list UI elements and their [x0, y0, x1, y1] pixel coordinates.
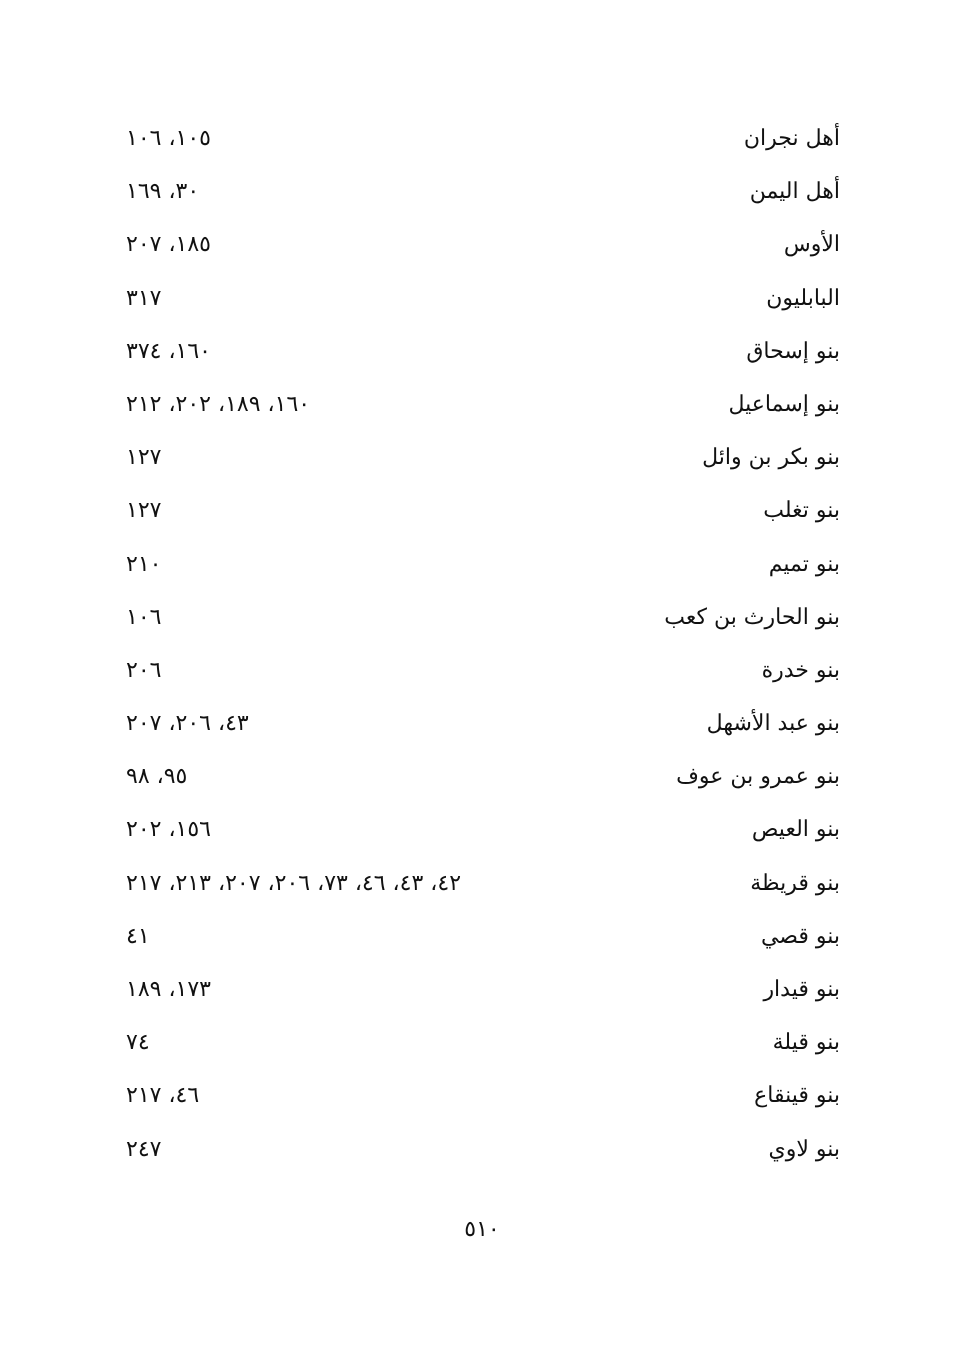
entry-pages: ٤١ — [126, 923, 150, 949]
entry-pages: ١٦٠، ٣٧٤ — [126, 338, 211, 364]
page-number: ٥١٠ — [464, 1217, 500, 1242]
entry-name: البابليون — [766, 285, 840, 311]
entry-pages: ١٠٦ — [126, 604, 162, 630]
entry-name: بنو إسحاق — [746, 338, 840, 364]
index-entry — [120, 219, 840, 272]
entry-pages: ١٨٥، ٢٠٧ — [126, 232, 211, 258]
index-entry — [120, 166, 840, 219]
index-entry — [120, 326, 840, 379]
entry-pages: ١٥٦، ٢٠٢ — [126, 817, 211, 843]
entry-pages: ٩٥، ٩٨ — [126, 764, 188, 790]
index-entry — [120, 432, 840, 485]
entry-name: بنو تميم — [768, 551, 840, 577]
entry-name: بنو قريظة — [750, 870, 840, 896]
entry-pages: ٣٠، ١٦٩ — [126, 179, 200, 205]
entry-name: أهل اليمن — [749, 179, 840, 205]
index-entry — [120, 858, 840, 911]
entry-pages: ١٠٥، ١٠٦ — [126, 126, 211, 151]
index-entry — [120, 113, 840, 166]
entry-pages: ٤٢، ٤٣، ٤٦، ٧٣، ٢٠٦، ٢٠٧، ٢١٣، ٢١٧ — [126, 870, 462, 896]
entry-name: بنو تغلب — [763, 498, 840, 524]
index-entry — [120, 273, 840, 326]
index-entry — [120, 964, 840, 1017]
index-list — [120, 113, 840, 1177]
index-entry — [120, 539, 840, 592]
index-entry — [120, 485, 840, 538]
entry-pages: ٢٠٦ — [126, 657, 162, 683]
entry-name: أهل نجران — [743, 126, 840, 151]
index-entry — [120, 698, 840, 751]
entry-pages: ٢٤٧ — [126, 1136, 162, 1162]
entry-pages: ١٦٠، ١٨٩، ٢٠٢، ٢١٢ — [126, 391, 311, 417]
entry-pages: ٤٦، ٢١٧ — [126, 1083, 200, 1109]
entry-name: بنو عمرو بن عوف — [676, 764, 840, 790]
index-entry — [120, 379, 840, 432]
entry-name: بنو عبد الأشهل — [706, 711, 840, 737]
entry-pages: ٣١٧ — [126, 285, 162, 311]
index-entry — [120, 911, 840, 964]
entry-name: بنو بكر بن وائل — [702, 445, 840, 471]
entry-pages: ١٢٧ — [126, 498, 162, 524]
index-entry — [120, 645, 840, 698]
index-entry — [120, 751, 840, 804]
entry-name: بنو قيلة — [772, 1030, 840, 1056]
index-entry — [120, 592, 840, 645]
index-entry — [120, 1017, 840, 1070]
entry-pages: ٧٤ — [126, 1030, 150, 1056]
entry-pages: ٤٣، ٢٠٦، ٢٠٧ — [126, 711, 249, 737]
entry-name: بنو قينقاع — [754, 1083, 840, 1109]
entry-name: بنو إسماعيل — [728, 391, 840, 417]
entry-pages: ١٧٣، ١٨٩ — [126, 977, 211, 1002]
entry-name: بنو قصي — [760, 923, 840, 949]
entry-name: بنو العيص — [751, 817, 840, 843]
index-entry — [120, 1070, 840, 1123]
entry-name: الأوس — [783, 232, 840, 258]
index-entry — [120, 804, 840, 857]
entry-pages: ١٢٧ — [126, 445, 162, 471]
entry-name: بنو الحارث بن كعب — [664, 604, 840, 630]
entry-pages: ٢١٠ — [126, 551, 162, 577]
entry-name: بنو قيدار — [763, 977, 840, 1002]
entry-name: بنو لاوي — [768, 1136, 840, 1162]
index-entry — [120, 1124, 840, 1177]
entry-name: بنو خدرة — [761, 657, 840, 683]
